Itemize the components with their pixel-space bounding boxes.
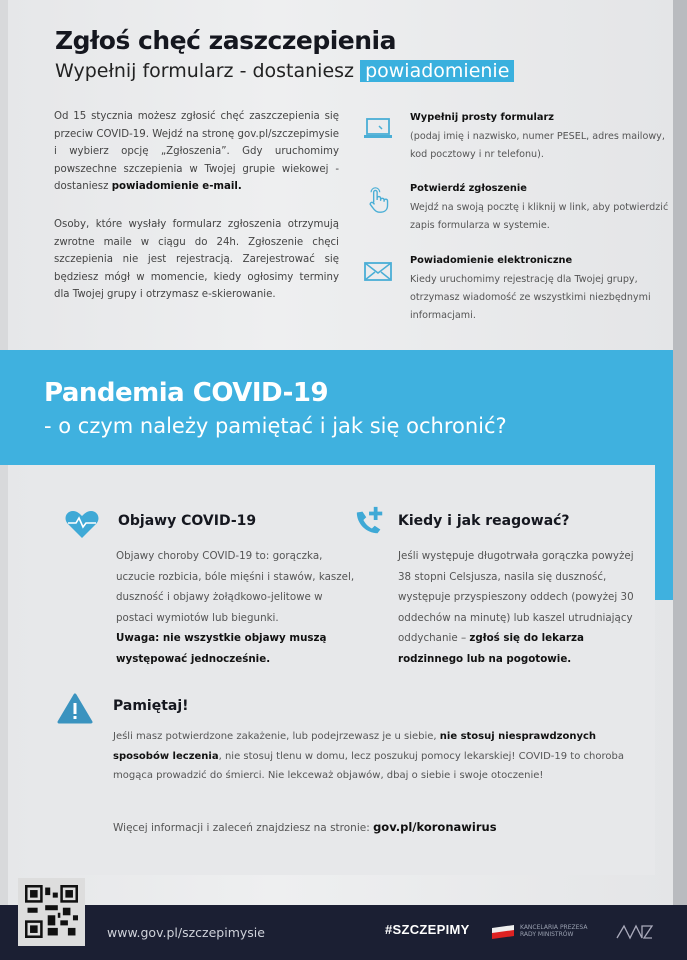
step-text: Kiedy uruchomimy rejestrację dla Twojej grupy, otrzymasz wiadomość ze wszystkimi niezbędnymi informacjami. xyxy=(410,274,651,321)
symptoms-warning: Uwaga: nie wszystkie objawy muszą występować jednocześnie. xyxy=(116,632,327,665)
kprm-line2: RADY MINISTRÓW xyxy=(520,931,574,938)
step-text: Wejdź na swoją pocztę i kliknij w link, aby potwierdzić zapis formularza w systemie. xyxy=(410,202,669,231)
envelope-icon xyxy=(363,259,393,285)
step-text: (podaj imię i nazwisko, numer PESEL, adres mailowy, kod pocztowy i nr telefonu). xyxy=(410,131,665,160)
remember-body-end: , nie stosuj tlenu w domu, lecz poszukuj pomocy lekarskiej! COVID-19 to choroba mogąca prowadzić do śmierci. Nie lekceważ objawów, dbaj o siebie i swoje otoczenie! xyxy=(113,750,624,781)
banner-subtitle: - o czym należy pamiętać i jak się ochronić? xyxy=(44,414,507,438)
react-title: Kiedy i jak reagować? xyxy=(398,513,570,529)
intro-text: Od 15 stycznia możesz zgłosić chęć zaszczepienia się przeciw COVID-19. Wejdź na stronę gov.pl/szczepimysie i wybierz opcję „Zgłoszenia”. Gdy uruchomimy powszechne szczepienia w Twojej grupie wiekowej - dostaniesz xyxy=(54,111,339,192)
intro-paragraph xyxy=(54,108,339,196)
laptop-icon xyxy=(363,116,393,142)
banner-side-strip xyxy=(655,465,673,600)
hashtag-logo: #SZCZEPIMY xyxy=(385,922,470,937)
remember-text xyxy=(113,727,633,786)
page-title: Zgłoś chęć zaszczepienia xyxy=(55,26,396,55)
phone-plus-icon xyxy=(352,505,388,537)
symptoms-text xyxy=(116,546,356,669)
more-info xyxy=(113,817,497,839)
remember-title: Pamiętaj! xyxy=(113,698,189,714)
qr-code-icon xyxy=(25,885,78,938)
more-info-text: Więcej informacji i zaleceń znajdziesz na stronie: xyxy=(113,822,374,834)
subtitle-text: Wypełnij formularz - dostaniesz xyxy=(55,60,355,82)
symptoms-title: Objawy COVID-19 xyxy=(118,513,257,529)
ministry-logo xyxy=(615,922,660,940)
qr-code[interactable] xyxy=(18,878,85,946)
banner-title: Pandemia COVID-19 xyxy=(44,378,329,408)
kprm-line1: KANCELARIA PREZESA xyxy=(520,924,588,931)
react-text xyxy=(398,546,648,669)
pointer-hand-icon xyxy=(363,187,393,213)
polish-flag-icon xyxy=(492,925,514,939)
page-subtitle xyxy=(55,60,514,82)
step-title: Potwierdź zgłoszenie xyxy=(410,183,527,194)
remember-emphasis: nie stosuj niesprawdzonych sposobów leczenia xyxy=(113,731,597,762)
subtitle-highlight: powiadomienie xyxy=(360,60,514,82)
step-title: Wypełnij prosty formularz xyxy=(410,112,554,123)
koronawirus-link[interactable]: gov.pl/koronawirus xyxy=(373,820,497,834)
warning-icon xyxy=(57,693,93,725)
react-body: Jeśli występuje długotrwała gorączka powyżej 38 stopni Celsjusza, nasila się duszność, występuje przyspieszony oddech (powyżej 30 oddechów na minutę) lub kaszel utrudniający oddychanie – xyxy=(398,550,634,644)
page-edge xyxy=(673,0,687,960)
heart-pulse-icon xyxy=(64,508,100,540)
intro-bold: powiadomienie e-mail. xyxy=(111,181,242,192)
symptoms-body: Objawy choroby COVID-19 to: gorączka, uczucie rozbicia, bóle mięśni i stawów, kaszel, duszność i objawy żołądkowo-jelitowe w postaci wymiotów lub biegunki. xyxy=(116,550,355,624)
registration-paragraph: Osoby, które wysłały formularz zgłoszenia otrzymują zwrotne maile w ciągu do 24h. Zgłoszenie chęci szczepienia nie jest rejestracją. Zarejestrować się będziesz mógł w momencie, kiedy ogłosimy terminy dla Twojej grupy i otrzymasz e-skierowanie. xyxy=(54,219,339,300)
remember-body: Jeśli masz potwierdzone zakażenie, lub podejrzewasz je u siebie, xyxy=(113,731,440,742)
step-title: Powiadomienie elektroniczne xyxy=(410,255,573,266)
kprm-logo xyxy=(520,924,587,938)
footer-url[interactable]: www.gov.pl/szczepimysie xyxy=(107,925,265,940)
react-emphasis: zgłoś się do lekarza rodzinnego lub na pogotowie. xyxy=(398,632,584,665)
